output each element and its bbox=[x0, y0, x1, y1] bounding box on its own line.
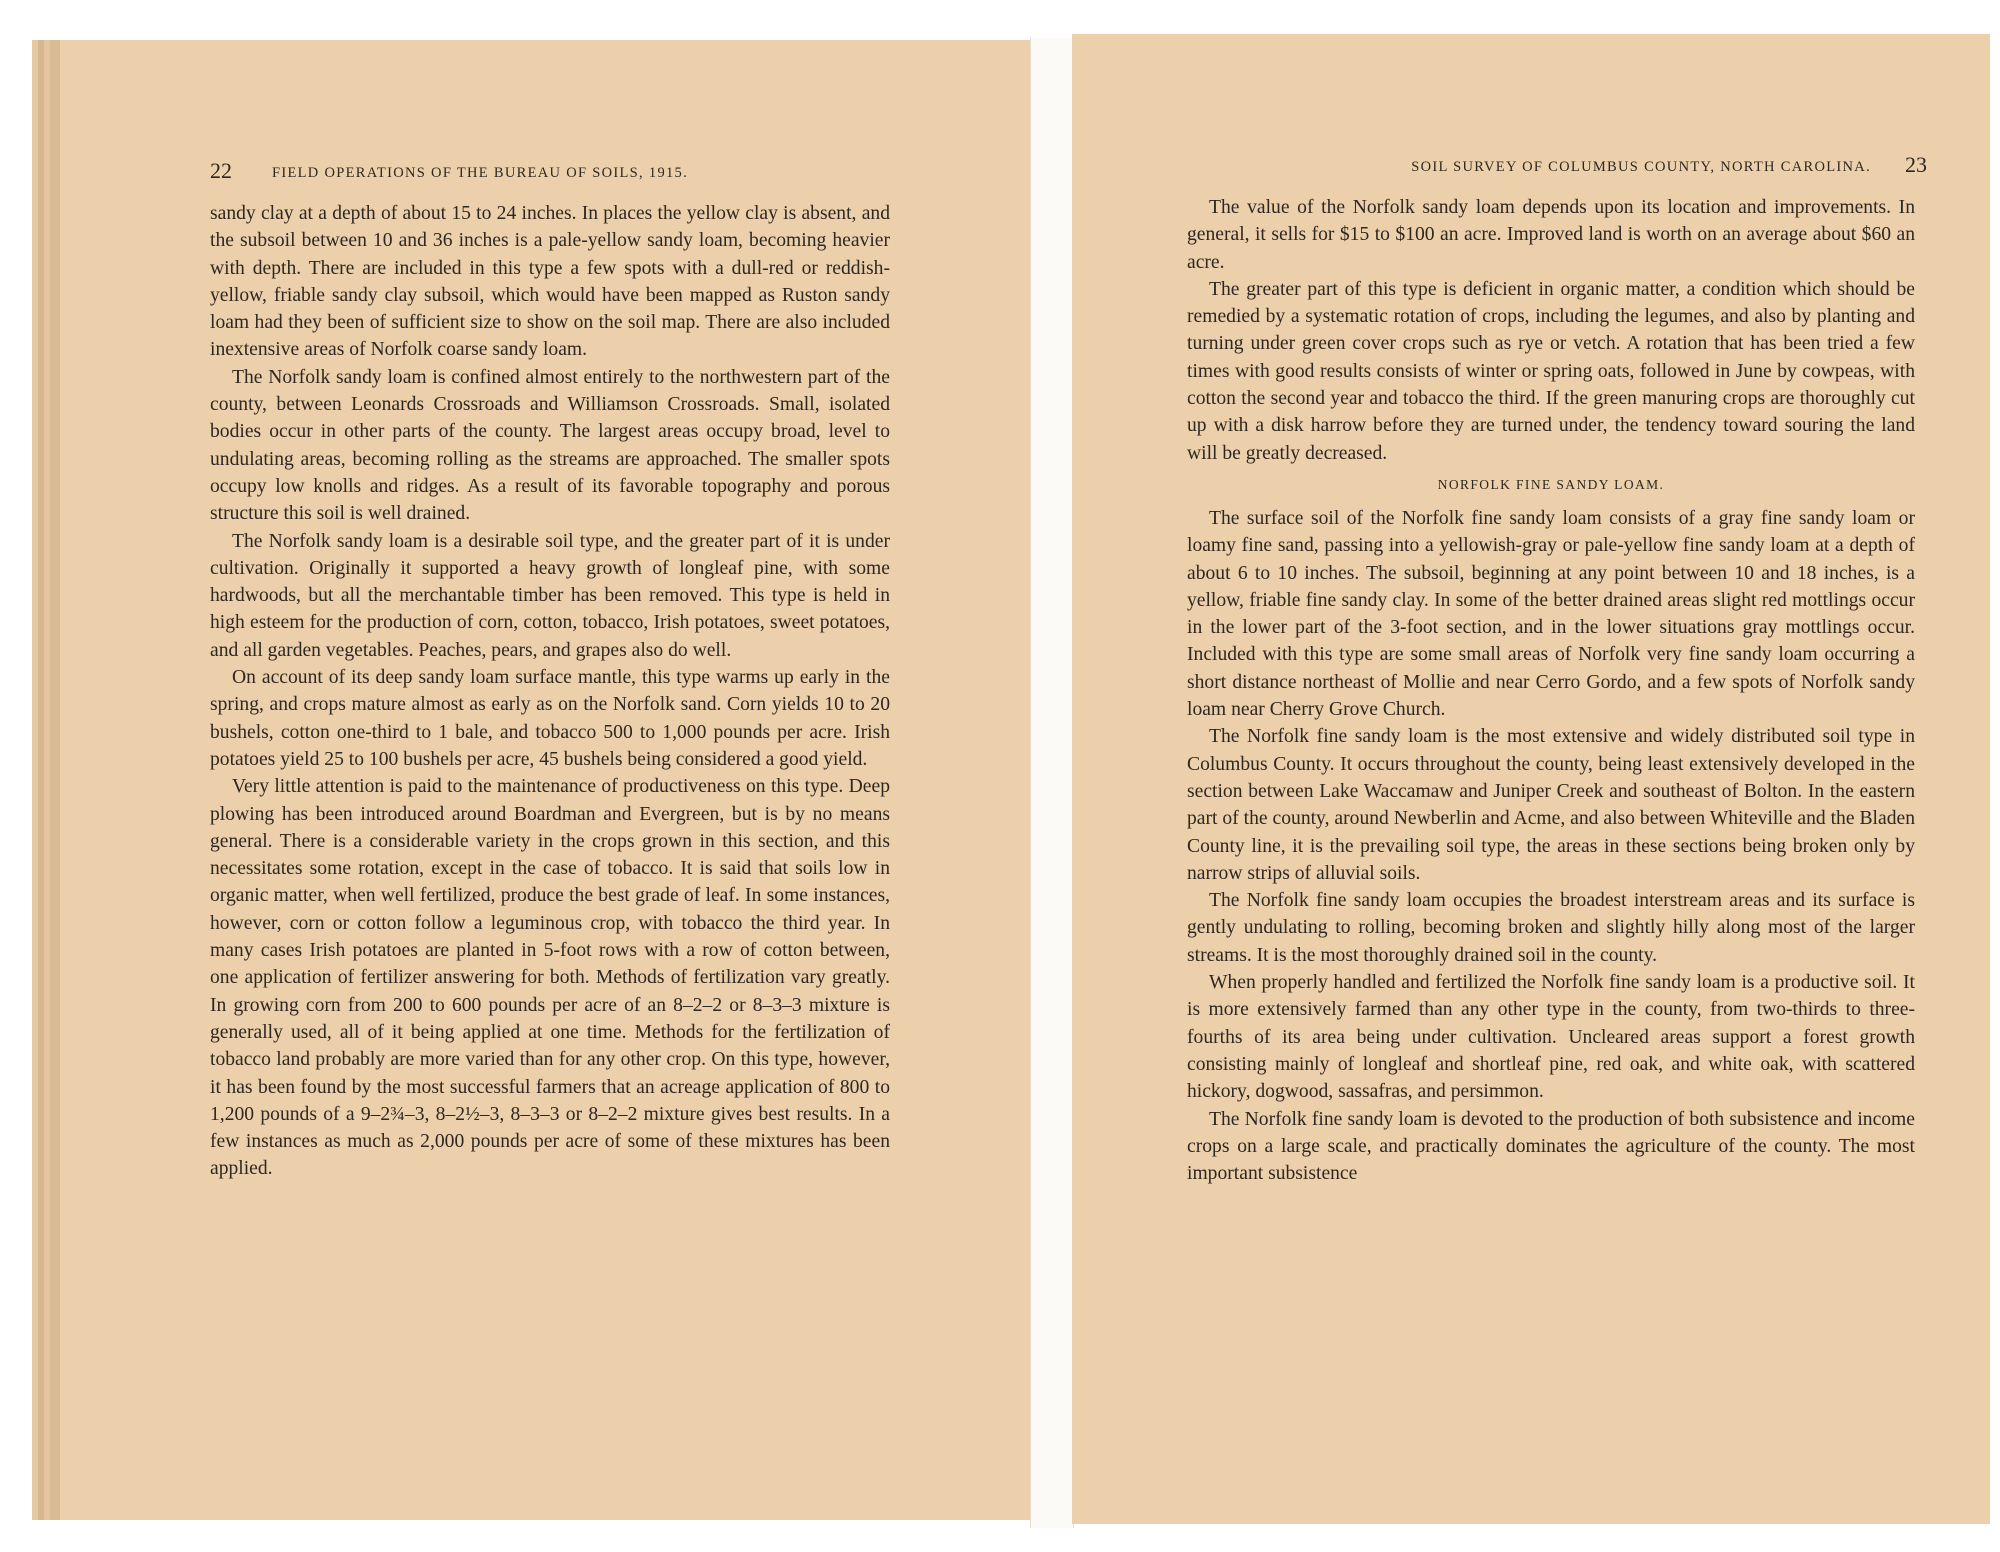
paragraph: When properly handled and fertilized the Norfolk fine sandy loam is a productive soil. It is more extensively farmed than any other type in the county, from two-thirds to three-fourths of its area being under cultivation. Uncleared areas support a forest growth consisting mainly of longleaf and shortleaf pine, red oak, and white oak, with scattered hickory, dogwood, sassafras, and persimmon. bbox=[1187, 972, 1915, 1103]
left-running-head-title: FIELD OPERATIONS OF THE BUREAU OF SOILS, 1915. bbox=[272, 165, 689, 181]
right-running-head-title: SOIL SURVEY OF COLUMBUS COUNTY, NORTH CAROLINA. bbox=[1411, 159, 1871, 175]
book-gutter bbox=[1030, 38, 1074, 1528]
left-running-head bbox=[210, 158, 890, 186]
paragraph: The greater part of this type is deficient in organic matter, a condition which should be remedied by a systematic rotation of crops, including the legumes, and also by planting and turning under green cover crops such as rye or vetch. A rotation that has been tried a few times with good results consists of winter or spring oats, followed in June by cowpeas, with cotton the second year and tobacco the third. If the green manuring crops are thoroughly cut up with a disk harrow before they are turned under, the tendency toward souring the land will be greatly decreased. bbox=[1187, 278, 1915, 464]
left-text-column bbox=[210, 200, 890, 1183]
paragraph: On account of its deep sandy loam surface mantle, this type warms up early in the spring, and crops mature almost as early as on the Norfolk sand. Corn yields 10 to 20 bushels, cotton one-third to 1 bale, and tobacco 500 to 1,000 pounds per acre. Irish potatoes yield 25 to 100 bushels per acre, 45 bushels being considered a good yield. bbox=[210, 667, 890, 770]
right-page bbox=[1072, 34, 1990, 1524]
paragraph: The Norfolk sandy loam is a desirable soil type, and the greater part of it is under cultivation. Originally it supported a heavy growth of longleaf pine, with some hardwoods, but all the merchantable timber has been removed. This type is held in high esteem for the production of corn, cotton, tobacco, Irish potatoes, sweet potatoes, and all garden vegetables. Peaches, pears, and grapes also do well. bbox=[210, 530, 890, 661]
section-heading: NORFOLK FINE SANDY LOAM. bbox=[1437, 476, 1665, 492]
paragraph: The Norfolk fine sandy loam is the most extensive and widely distributed soil type in Columbus County. It occurs throughout the county, being least extensively developed in the section between Lake Waccamaw and Juniper Creek and southeast of Bolton. In the eastern part of the county, around Newberlin and Acme, and also between Whiteville and the Bladen County line, it is the prevailing soil type, the areas in these sections being broken only by narrow strips of alluvial soils. bbox=[1187, 726, 1915, 884]
paragraph: The Norfolk sandy loam is confined almost entirely to the northwestern part of the county, between Leonards Crossroads and Williamson Crossroads. Small, isolated bodies occur in other parts of the county. The largest areas occupy broad, level to undulating areas, becoming rolling as the streams are approached. The smaller spots occupy low knolls and ridges. As a result of its favorable topography and porous structure this soil is well drained. bbox=[210, 366, 890, 525]
paragraph: Very little attention is paid to the maintenance of productiveness on this type. Deep plowing has been introduced around Boardman and Evergreen, but is by no means general. There is a considerable variety in the crops grown in this section, and this necessitates some rotation, except in the case of tobacco. It is said that soils low in organic matter, when well fertilized, produce the best grade of leaf. In some instances, however, corn or cotton follow a leguminous crop, with tobacco the third year. In many cases Irish potatoes are planted in 5-foot rows with a row of cotton between, one application of fertilizer answering for both. Methods of fertilization vary greatly. In growing corn from 200 to 600 pounds per acre of an 8–2–2 or 8–3–3 mixture is generally used, all of it being applied at one time. Methods for the fertilization of tobacco land probably are more varied than for any other crop. On this type, however, it has been found by the most successful farmers that an acreage application of 800 to 1,200 pounds of a 9–2¾–3, 8–2½–3, 8–3–3 or 8–2–2 mixture gives best results. In a few instances as much as 2,000 pounds per acre of some of these mixtures has been applied. bbox=[210, 776, 890, 1180]
paragraph: sandy clay at a depth of about 15 to 24 inches. In places the yellow clay is absent, and the subsoil between 10 and 36 inches is a pale-yellow sandy loam, becoming heavier with depth. There are included in this type a few spots with a dull-red or reddish-yellow, friable sandy clay subsoil, which would have been mapped as Ruston sandy loam had they been of sufficient size to show on the soil map. There are also included inextensive areas of Norfolk coarse sandy loam. bbox=[210, 203, 890, 361]
left-page-number: 22 bbox=[210, 158, 232, 183]
right-text-column bbox=[1187, 194, 1915, 1187]
right-running-head bbox=[1187, 152, 1927, 180]
paragraph: The Norfolk fine sandy loam occupies the broadest interstream areas and its surface is gently undulating to rolling, becoming broken and slightly hilly along most of the larger streams. It is the most thoroughly drained soil in the county. bbox=[1187, 890, 1915, 966]
paragraph: The surface soil of the Norfolk fine sandy loam consists of a gray fine sandy loam or loamy fine sand, passing into a yellowish-gray or pale-yellow fine sandy loam at a depth of about 6 to 10 inches. The subsoil, beginning at any point between 10 and 18 inches, is a yellow, friable fine sandy clay. In some of the better drained areas slight red mottlings occur in the lower part of the 3-foot section, and in the lower situations gray mottlings occur. Included with this type are some small areas of Norfolk very fine sandy loam occurring a short distance northeast of Mollie and near Cerro Gordo, and a few spots of Norfolk sandy loam near Cherry Grove Church. bbox=[1187, 507, 1915, 721]
left-page bbox=[50, 40, 1030, 1520]
paragraph: The Norfolk fine sandy loam is devoted to the production of both subsistence and income crops on a large scale, and practically dominates the agriculture of the county. The most important subsistence bbox=[1187, 1108, 1915, 1185]
paragraph: The value of the Norfolk sandy loam depends upon its location and improvements. In general, it sells for $15 to $100 an acre. Improved land is worth on an average about $60 an acre. bbox=[1187, 197, 1915, 273]
right-page-number: 23 bbox=[1905, 152, 1927, 177]
